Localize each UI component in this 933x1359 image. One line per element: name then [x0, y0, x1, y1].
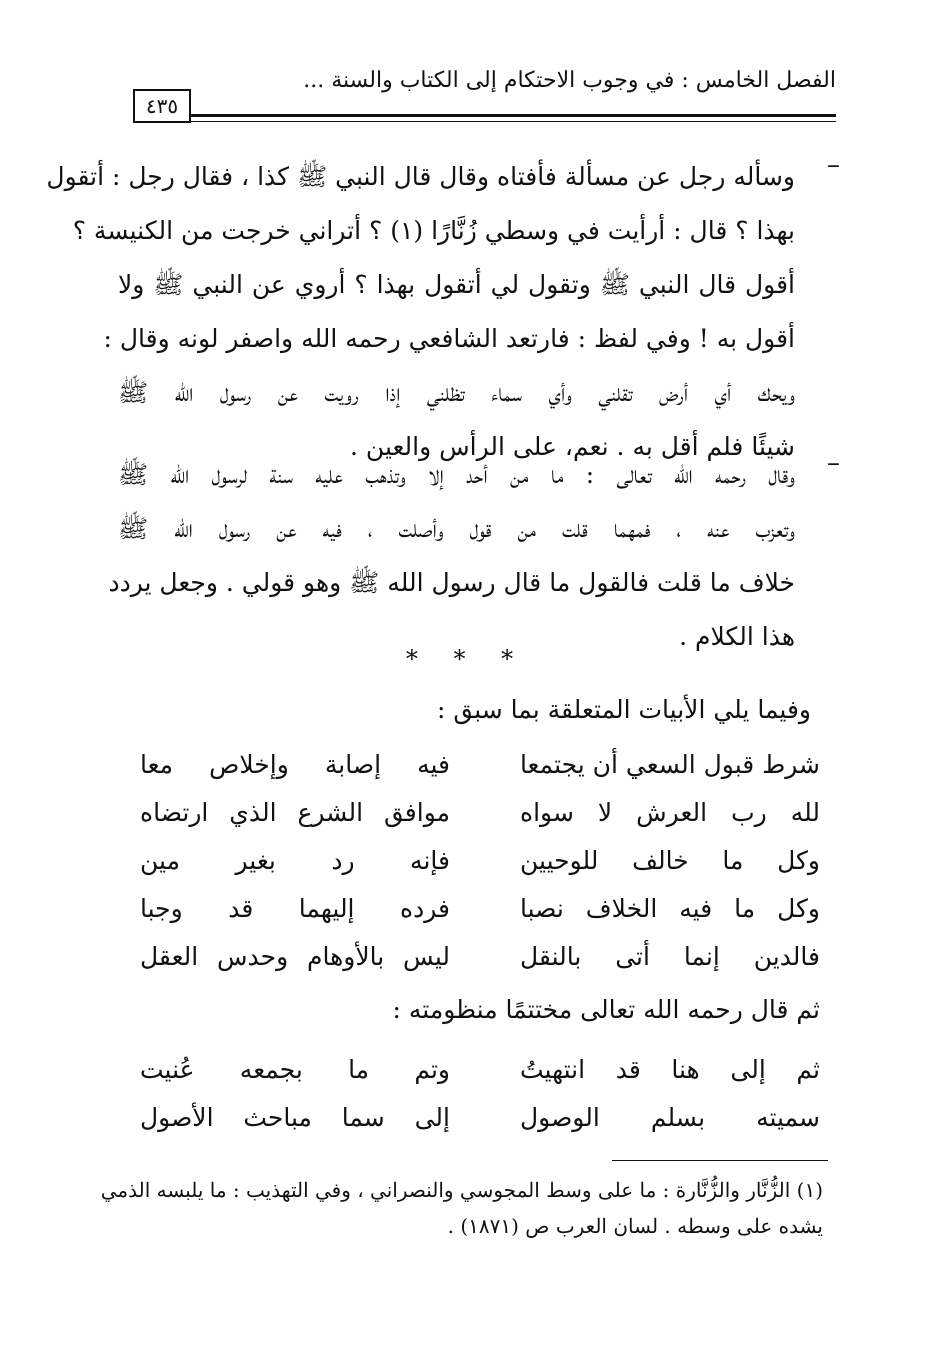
- header-rule-thick: [190, 114, 836, 117]
- section-separator: * * *: [405, 645, 528, 673]
- verse-second-hemistich: فيه إصابة وإخلاص معا: [140, 750, 450, 779]
- verse-first-hemistich: فالدين إنما أتى بالنقل: [520, 942, 820, 971]
- verse-second-hemistich: وتم ما بجمعه عُنيت: [140, 1055, 450, 1084]
- verse-second-hemistich: إلى سما مباحث الأصول: [140, 1103, 450, 1132]
- text-line: بهذا ؟ قال : أرأيت في وسطي زُنَّارًا (١) ؟ أتراني خرجت من الكنيسة ؟: [72, 216, 795, 245]
- verse: [140, 884, 820, 934]
- footnote-line: (١) الزُّنَّار والزُّنَّارة : ما على وسط المجوسي والنصراني ، وفي التهذيب : ما يلبسه الذمي: [100, 1178, 823, 1202]
- text-line: أقول به ! وفي لفظ : فارتعد الشافعي رحمه الله واصفر لونه وقال :: [103, 324, 795, 353]
- verse-first-hemistich: وكل ما خالف للوحيين: [520, 846, 820, 875]
- poem-intro: وفيما يلي الأبيات المتعلقة بما سبق :: [437, 695, 811, 724]
- verse-second-hemistich: فرده إليهما قد وجبا: [140, 894, 450, 923]
- text-line: ويحك أي أرض تقلني وأي سماء تظلني إذا رويت عن رسول الله ﷺ: [118, 378, 795, 407]
- verse: [140, 740, 820, 790]
- verse: [140, 788, 820, 838]
- text-line: وقال رحمه الله تعالى : ما من أحد إلا وتذهب عليه سنة لرسول الله ﷺ: [118, 460, 795, 489]
- verse-second-hemistich: موافق الشرع الذي ارتضاه: [140, 798, 450, 827]
- ending-intro: ثم قال رحمه الله تعالى مختتمًا منظومته :: [392, 995, 820, 1024]
- footnote-rule: [612, 1160, 828, 1161]
- text-line: أقول قال النبي ﷺ وتقول لي أتقول بهذا ؟ أروي عن النبي ﷺ ولا: [118, 270, 795, 299]
- text-line: وتعزب عنه ، فمهما قلت من قول وأصلت ، فيه عن رسول الله ﷺ: [118, 514, 795, 543]
- verse-first-hemistich: شرط قبول السعي أن يجتمعا: [519, 750, 820, 779]
- paragraph-dash: –: [827, 150, 840, 180]
- footnote-line: يشده على وسطه . لسان العرب ص (١٨٧١) .: [447, 1214, 823, 1238]
- verse-first-hemistich: لله رب العرش لا سواه: [520, 798, 820, 827]
- verse-first-hemistich: سميته بسلم الوصول: [520, 1103, 820, 1132]
- page-number: ٤٣٥: [133, 89, 191, 123]
- footnote: [100, 1172, 823, 1244]
- paragraph-dash: –: [827, 448, 840, 478]
- verse-first-hemistich: ثم إلى هنا قد انتهيتُ: [520, 1055, 820, 1084]
- verse: [140, 932, 820, 982]
- verse-second-hemistich: ليس بالأوهام وحدس العقل: [140, 942, 450, 971]
- header-rule-thin: [190, 121, 836, 122]
- text-line: وسأله رجل عن مسألة فأفتاه وقال قال النبي ﷺ كذا ، فقال رجل : أتقول: [46, 162, 795, 191]
- verse: [140, 1045, 820, 1095]
- running-title: الفصل الخامس : في وجوب الاحتكام إلى الكتاب والسنة ...: [303, 68, 836, 93]
- verse-first-hemistich: وكل ما فيه الخلاف نصبا: [520, 894, 820, 923]
- verse-second-hemistich: فإنه رد بغير مين: [140, 846, 450, 875]
- verse: [140, 1093, 820, 1143]
- text-line: شيئًا فلم أقل به . نعم، على الرأس والعين .: [350, 432, 795, 461]
- verse: [140, 836, 820, 886]
- text-line: خلاف ما قلت فالقول ما قال رسول الله ﷺ وهو قولي . وجعل يردد: [108, 568, 795, 597]
- text-line: هذا الكلام .: [679, 622, 795, 651]
